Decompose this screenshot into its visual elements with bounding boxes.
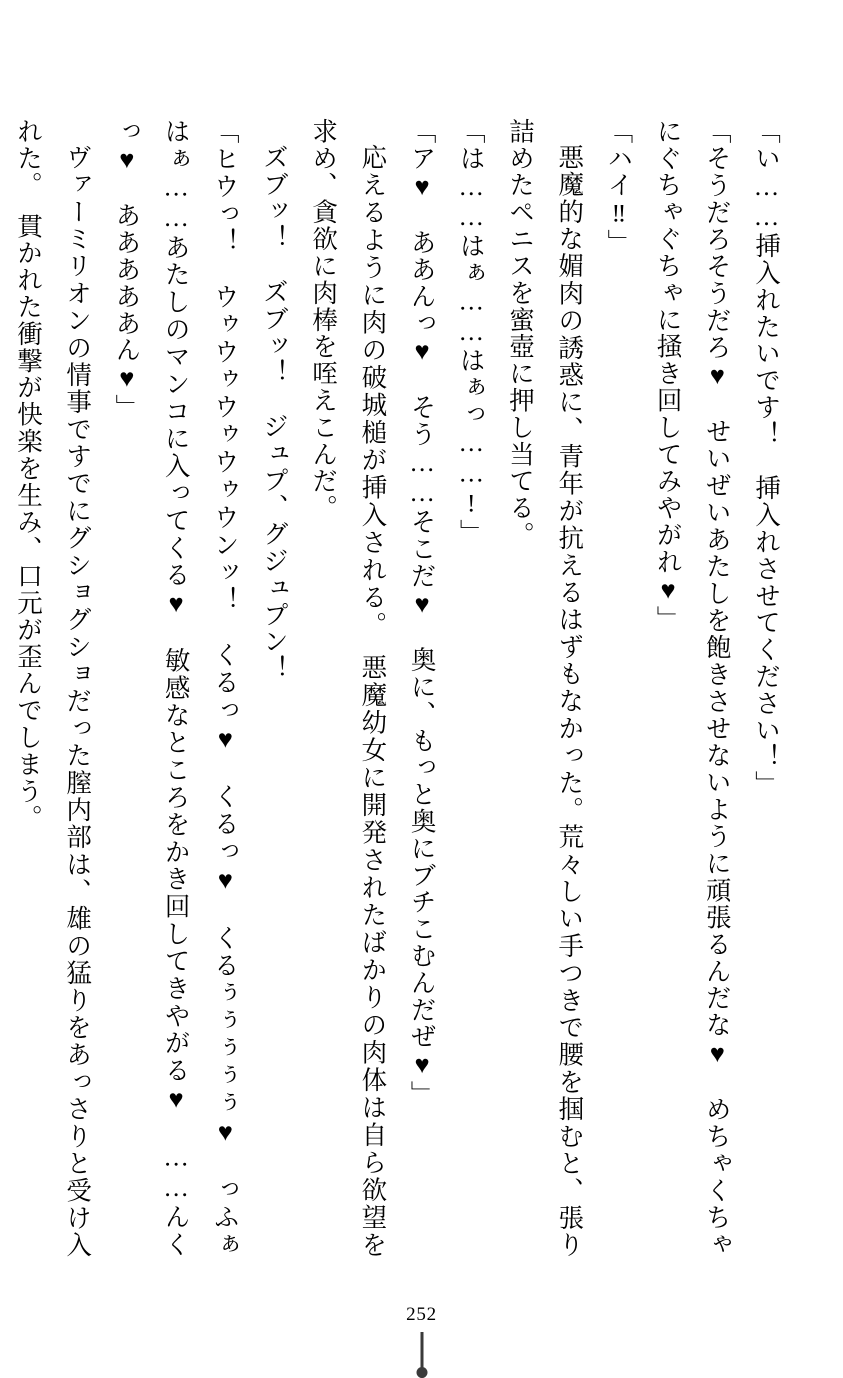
paragraph: 「ヒウっ！ ウゥウゥウゥウゥウンッ！ くるっ♥ くるっ♥ くるぅぅぅぅぅ♥ っふぁはぁ……あたしのマンコに入ってくる♥ 敏感なところをかき回してきやがる♥ ……んくっ♥ あああああん♥」 — [112, 118, 240, 1258]
paragraph: 「ア♥ ああんっ♥ そう……そこだ♥ 奥に、もっと奥にブチこむんだぜ♥」 — [407, 118, 437, 1108]
paragraph: ヴァーミリオンの情事ですでにグショグショだった膣内部は、雄の猛りをあっさりと受け入れた。 貫かれた衝撃が快楽を生み、口元が歪んでしまう。 — [13, 118, 93, 1258]
paragraph: 「い……挿入れたいです！ 挿入れさせてください！」 — [752, 118, 781, 798]
paragraph: 悪魔的な媚肉の誘惑に、青年が抗えるはずもなかった。荒々しい手つきで腰を掴むと、張り詰めたペニスを蜜壺に押し当てる。 — [505, 118, 585, 1258]
paragraph: 「は……はぁ……はぁっ……!」 — [456, 118, 486, 547]
paragraph: 「ハイ‼」 — [604, 118, 634, 257]
paragraph: 応えるように肉の破城槌が挿入される。 悪魔幼女に開発されたばかりの肉体は自ら欲望を求め、貪欲に肉棒を咥えこんだ。 — [309, 118, 388, 1258]
paragraph: 「そうだろそうだろ♥ せいぜいあたしを飽きさせないように頑張るんだな♥ めちゃくちゃにぐちゃぐちゃに掻き回してみやがれ♥」 — [653, 118, 732, 1258]
page-text-body — [13, 118, 791, 1258]
spine-dot — [416, 1367, 427, 1378]
paragraph: ズブッ！ ズブッ！ ジュプ、グジュプン！ — [259, 143, 289, 682]
page-number: 252 — [406, 1304, 437, 1325]
